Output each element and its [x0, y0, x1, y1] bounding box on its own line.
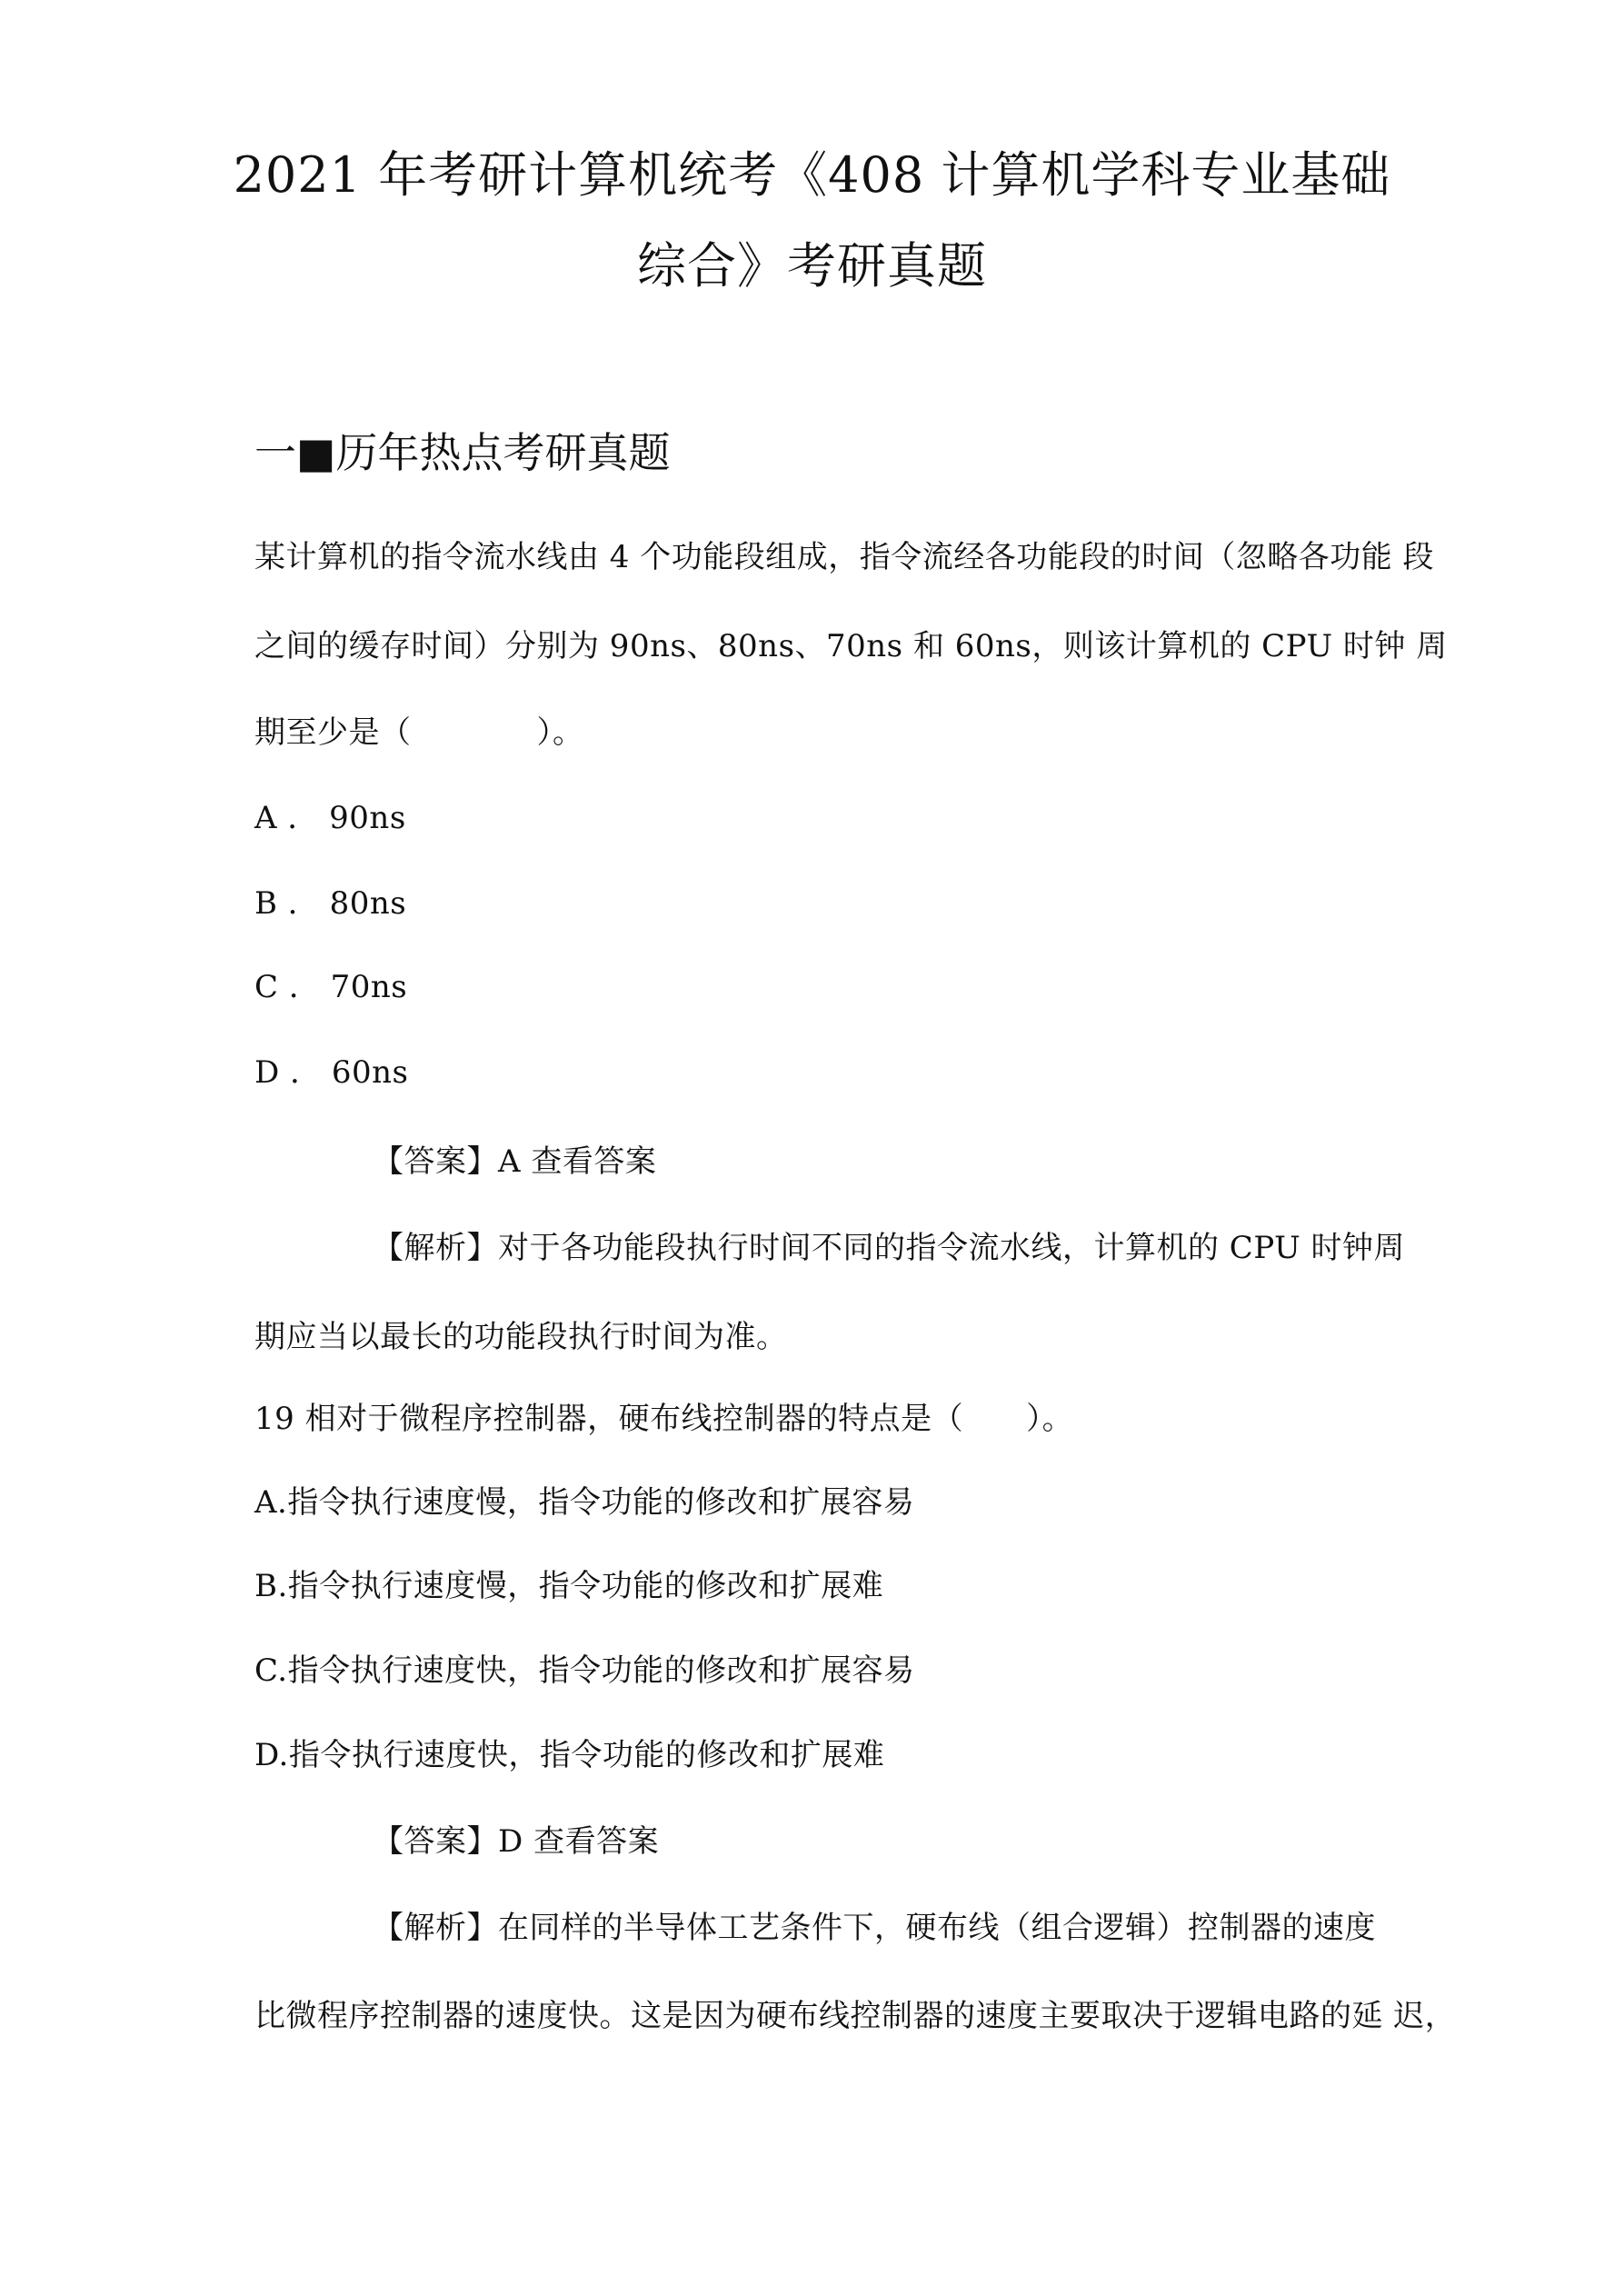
q2-analysis-line-2: 比微程序控制器的速度快。这是因为硬布线控制器的速度主要取决于逻辑电路的延 迟，: [254, 1998, 1457, 2034]
q1-option-c: C ． 70ns: [254, 969, 408, 1005]
q2-option-c: C.指令执行速度快，指令功能的修改和扩展容易: [254, 1652, 915, 1689]
q1-stem-line-2: 之间的缓存时间）分别为 90ns、80ns、70ns 和 60ns，则该计算机的 CPU 时钟 周: [254, 628, 1448, 664]
q1-analysis-line-1: 【解析】对于各功能段执行时间不同的指令流水线，计算机的 CPU 时钟周: [373, 1230, 1406, 1266]
q2-option-a: A.指令执行速度慢，指令功能的修改和扩展容易: [254, 1484, 915, 1521]
q1-option-a: A ． 90ns: [254, 800, 406, 836]
section-heading: 一■历年热点考研真题: [254, 428, 671, 477]
q2-option-d: D.指令执行速度快，指令功能的修改和扩展难: [254, 1737, 885, 1773]
q1-analysis-line-2: 期应当以最长的功能段执行时间为准。: [254, 1319, 788, 1355]
q1-stem-line-3: 期至少是（ ）。: [254, 714, 584, 751]
q1-answer: 【答案】A 查看答案: [373, 1143, 657, 1180]
q2-answer: 【答案】D 查看答案: [373, 1823, 660, 1860]
q2-analysis-line-1: 【解析】在同样的半导体工艺条件下，硬布线（组合逻辑）控制器的速度: [373, 1910, 1376, 1946]
q1-option-d: D ． 60ns: [254, 1054, 409, 1091]
q1-option-b: B ． 80ns: [254, 885, 407, 922]
q2-option-b: B.指令执行速度慢，指令功能的修改和扩展难: [254, 1568, 884, 1604]
q2-stem: 19 相对于微程序控制器，硬布线控制器的特点是（ ）。: [254, 1401, 1074, 1437]
q1-stem-line-1: 某计算机的指令流水线由 4 个功能段组成，指令流经各功能段的时间（忽略各功能 段: [254, 539, 1435, 575]
document-title-line-2: 综合》考研真题: [637, 237, 987, 294]
document-title-line-1: 2021 年考研计算机统考《408 计算机学科专业基础: [233, 146, 1391, 204]
